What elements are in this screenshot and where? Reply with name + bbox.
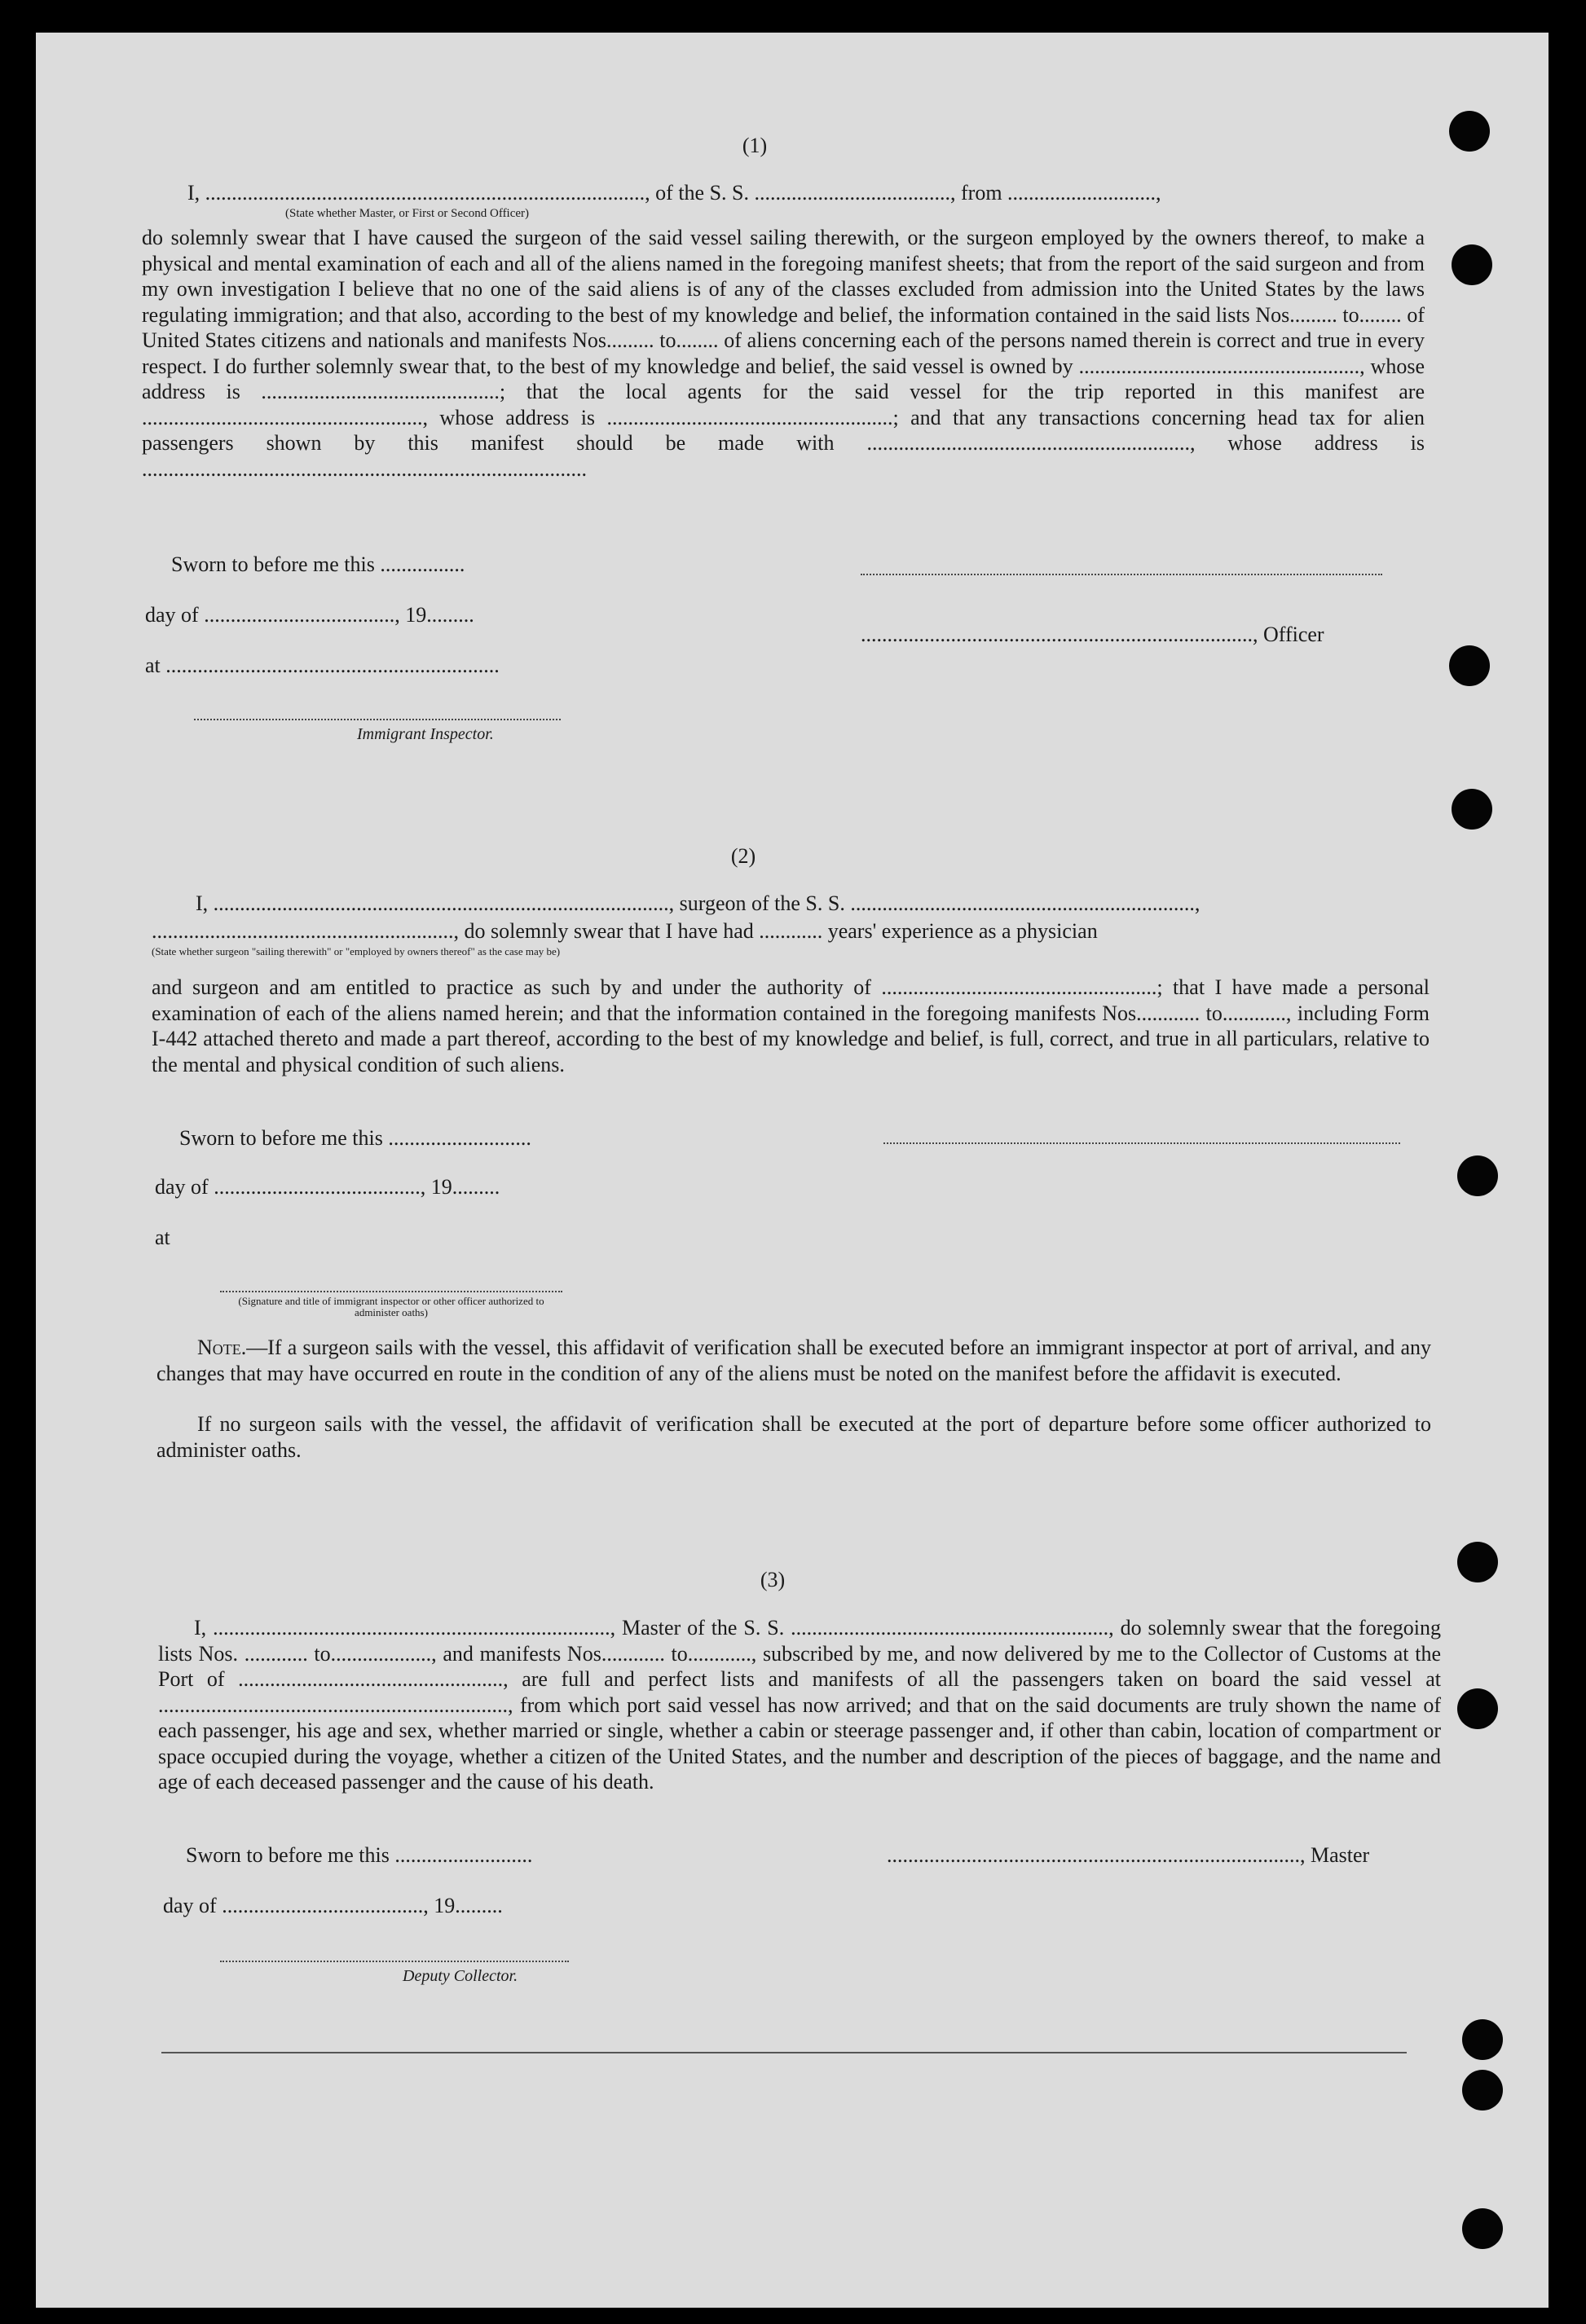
form-page [36, 33, 1549, 2308]
section-3-collector-label: Deputy Collector. [403, 1967, 518, 1985]
section-3-number: (3) [760, 1568, 786, 1591]
section-1-sworn: Sworn to before me this ................ [171, 552, 465, 576]
section-3-body: I, ..........................................................................., Master of the S. S. ............................................................, do solemnly swear that the foregoing lists Nos. ............ to..................., and manifests Nos............ to............, subscribed by me, and now delivered by me to the Collector of Customs at the Port of .................................................., are full and perfect lists and manifests of all the passengers taken on board the said vessel at .................................................................., from which port said vessel has now arrived; and that on the said documents are truly shown the name of each passenger, his age and sex, whether married or single, whether a cabin or steerage passenger and, if other than cabin, location of compartment or space occupied during the voyage, whether a citizen of the United States, and the number and description of the pieces of baggage, and the name and age of each deceased passenger and the cause of his death. [158, 1616, 1441, 1794]
section-2-inspector-line [220, 1291, 562, 1292]
section-3-day-of: day of ......................................, 19......... [163, 1894, 503, 1917]
section-1-inspector-label: Immigrant Inspector. [357, 725, 494, 743]
section-1-officer: .........................................................................., Officer [861, 623, 1324, 646]
section-1-signature-line [861, 574, 1382, 575]
section-2-caption: (State whether surgeon "sailing therewith" or "employed by owners thereof" as the case may be) [152, 945, 561, 957]
section-3-collector-line [220, 1961, 569, 1962]
note-1-text: —If a surgeon sails with the vessel, this affidavit of verification shall be executed before an immigrant inspector at port of arrival, and any changes that may have occurred en route in the condition of any of the aliens must be noted on the manifest before the affidavit is executed. [156, 1336, 1431, 1385]
affidavit-form [36, 33, 1549, 2308]
section-1-inspector-line [194, 719, 561, 720]
section-1-body: do solemnly swear that I have caused the surgeon of the said vessel sailing therewith, or the surgeon employed by the owners thereof, to make a physical and mental examination of each and all of the aliens named in the foregoing manifest sheets; that from the report of the said surgeon and from my own investigation I believe that no one of the said aliens is of any of the classes excluded from admission into the United States by the laws regulating immigration; and that also, according to the best of my knowledge and belief, the information contained in the said lists Nos......... to........ of United States citizens and nationals and manifests Nos......... to........ of aliens concerning each of the persons named therein is correct and true in every respect. I do further solemnly swear that, to the best of my knowledge and belief, the said vessel is owned by ....................................................., whose address is .............................................; that the local agents for the said vessel for the trip reported in this manifest are ....................................................., whose address is ......................................................; and that any transactions concerning head tax for alien passengers shown by this manifest should be made with ............................................................., whose address is .................................................................................... [142, 226, 1425, 481]
section-2-day-of: day of ......................................., 19......... [155, 1175, 500, 1199]
section-2-at: at [155, 1226, 170, 1249]
section-1-number: (1) [742, 134, 768, 157]
section-2-sworn: Sworn to before me this ........................... [179, 1126, 531, 1150]
section-1-at: at ............................................................... [145, 654, 500, 677]
section-2-first-line: I, ......................................................................................, surgeon of the S. S. ................................................................., [196, 891, 1201, 915]
bottom-rule [161, 2052, 1407, 2053]
section-2-body: and surgeon and am entitled to practice as such by and under the authority of ....................................................; that I have made a personal examination of each of the aliens named herein; and that the information contained in the foregoing manifests Nos............ to............, including Form I-442 attached thereto and made a part thereof, according to the best of my knowledge and belief, is full, correct, and true in all particulars, relative to the mental and physical condition of such aliens. [152, 975, 1430, 1076]
section-2-note-1 [156, 1335, 1431, 1386]
section-1-first-line: I, ..................................................................................., of the S. S. ....................................., from ............................, [187, 181, 1161, 205]
section-2-signature-line [883, 1142, 1400, 1144]
section-3-sworn: Sworn to before me this .......................... [186, 1843, 533, 1867]
section-2-second-line: ........................................................., do solemnly swear that I have had ............ years' experience as a physician [152, 919, 1098, 943]
section-1-caption: (State whether Master, or First or Second Officer) [285, 207, 530, 220]
section-1-day-of: day of ...................................., 19......... [145, 603, 474, 627]
section-2-number: (2) [730, 844, 756, 868]
section-3-master: .............................................................................., Master [887, 1843, 1370, 1867]
section-2-note-2: If no surgeon sails with the vessel, the affidavit of verification shall be executed at the port of departure before some officer authorized to administer oaths. [156, 1412, 1431, 1462]
section-2-signature-caption: (Signature and title of immigrant inspector or other officer authorized to administer oaths) [238, 1295, 544, 1318]
note-label: Note. [197, 1336, 247, 1359]
